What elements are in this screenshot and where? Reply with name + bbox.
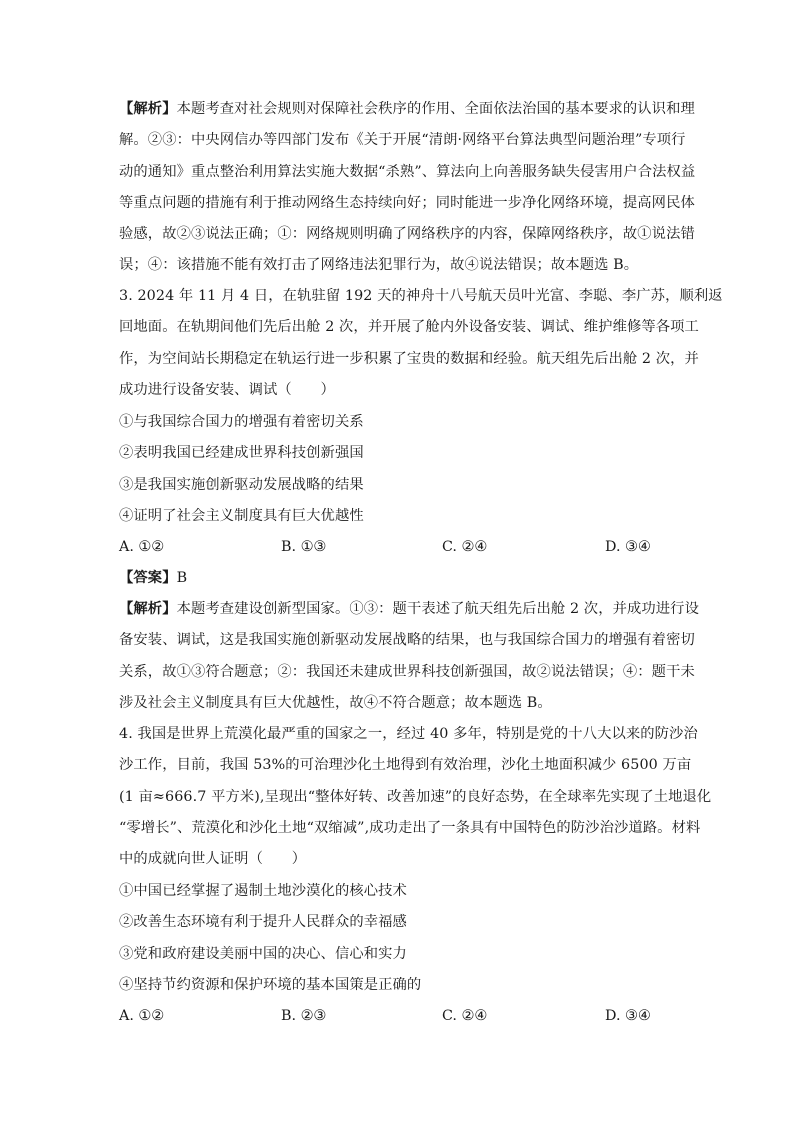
text-line: (1 亩≈666.7 平方米),呈现出“整体好转、改善加速”的良好态势，在全球率先实现了土地退化 [119,788,712,805]
prev-analysis [119,94,696,282]
text-line: 中的成就向世人证明（ ） [119,851,307,868]
question-3-answer [119,563,675,594]
analysis-label: 【解析】 [119,101,177,117]
question-3-items [119,407,675,532]
choice-a: A. ①② [119,1008,165,1024]
statement-item: ②表明我国已经建成世界科技创新强国 [119,445,364,462]
text-line: 误；④：该措施不能有效打击了网络违法犯罪行为，故④说法错误；故本题选 B。 [119,257,639,274]
text-line: 关系，故①③符合题意；②：我国还未建成世界科技创新强国，故②说法错误；④：题干未 [119,663,695,680]
text-line: 沙工作，目前，我国 53%的可治理沙化土地得到有效治理，沙化土地面积减少 6500 万亩 [119,757,692,774]
answer-value: B [176,570,188,586]
question-4-stem [119,719,712,875]
analysis-label: 【解析】 [119,601,177,617]
question-3-analysis [119,594,699,719]
text-line: 动的通知》重点整治利用算法实施大数据“杀熟”、算法向上向善服务缺失侵害用户合法权益 [119,163,696,180]
statement-item: ③是我国实施创新驱动发展战略的结果 [119,476,364,493]
text-line: 成功进行设备安装、调试（ ） [119,381,335,398]
choice-c: C. ②④ [442,539,488,555]
text-line: 作，为空间站长期稳定在轨运行进一步积累了宝贵的数据和经验。航天组先后出舱 2 次，并 [119,350,699,367]
statement-item: ④坚持节约资源和保护环境的基本国策是正确的 [119,976,422,993]
choice-c: C. ②④ [442,1008,488,1024]
choice-a: A. ①② [119,539,165,555]
text-line: 备安装、调试，这是我国实施创新驱动发展战略的结果，也与我国综合国力的增强有着密切 [119,632,695,649]
question-3-choices [119,532,675,563]
text-line: 4. 我国是世界上荒漠化最严重的国家之一，经过 40 多年，特别是党的十八大以来的防沙治 [119,726,698,742]
text-line: 【解析】本题考查对社会规则对保障社会秩序的作用、全面依法治国的基本要求的认识和理 [119,101,695,117]
text-line: 验感，故②③说法正确；①：网络规则明确了网络秩序的内容，保障网络秩序，故①说法错 [119,226,695,243]
choice-d: D. ③④ [605,1008,651,1024]
statement-item: ④证明了社会主义制度具有巨大优越性 [119,507,364,524]
text-line: 3. 2024 年 11 月 4 日，在轨驻留 192 天的神舟十八号航天员叶光富、李聪、李广苏，顺利返 [119,288,723,304]
text-line: 解。②③：中央网信办等四部门发布《关于开展“清朗·网络平台算法典型问题治理”专项行 [119,132,686,149]
answer-label: 【答案】 [119,570,177,586]
text-line: 涉及社会主义制度具有巨大优越性，故④不符合题意；故本题选 B。 [119,694,552,711]
question-4-items [119,876,675,1001]
choice-d: D. ③④ [605,539,651,555]
text-line: 【解析】本题考查建设创新型国家。①③：题干表述了航天组先后出舱 2 次，并成功进行设 [119,601,699,617]
statement-item: ①与我国综合国力的增强有着密切关系 [119,414,364,430]
text-line: 等重点问题的措施有利于推动网络生态持续向好；同时能进一步净化网络环境，提高网民体 [119,194,695,211]
choice-b: B. ②③ [281,1008,327,1024]
statement-item: ③党和政府建设美丽中国的决心、信心和实力 [119,945,407,962]
text-line: “零增长”、荒漠化和沙化土地“双缩减”,成功走出了一条具有中国特色的防沙治沙道路。材料 [119,819,701,836]
statement-item: ②改善生态环境有利于提升人民群众的幸福感 [119,914,407,931]
statement-item: ①中国已经掌握了遏制土地沙漠化的核心技术 [119,883,407,899]
question-4-choices [119,1001,675,1032]
question-3-stem [119,281,723,406]
text-line: 回地面。在轨期间他们先后出舱 2 次，并开展了舱内外设备安装、调试、维护维修等各项工 [119,319,699,336]
choice-b: B. ①③ [281,539,327,555]
